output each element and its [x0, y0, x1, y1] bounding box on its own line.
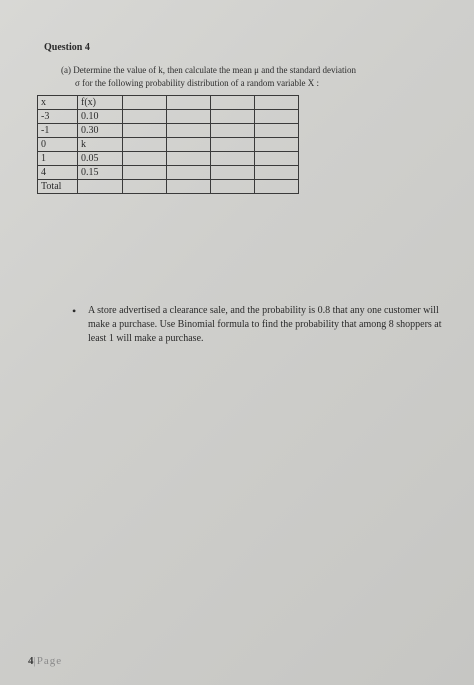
table-cell: [123, 96, 167, 110]
table-total-row: [38, 180, 299, 194]
table-cell: [255, 124, 299, 138]
probability-table: [37, 95, 299, 194]
binomial-question-text: A store advertised a clearance sale, and the probability is 0.8 that any one customer will make a purchase. Use Binomial formula to find the probability that among 8 shoppers at least 1 will make a purchase.: [88, 305, 442, 344]
total-label: Total: [38, 180, 78, 194]
part-a-line-1: (a) Determine the value of k, then calculate the mean μ and the standard deviation: [61, 65, 356, 75]
table-cell: [167, 138, 211, 152]
table-cell: [255, 96, 299, 110]
cell-x: 1: [38, 152, 78, 166]
table-cell: [167, 180, 211, 194]
part-a-prompt: [61, 64, 421, 90]
part-a-line-2: σ for the following probability distribution of a random variable X :: [75, 78, 320, 88]
table-row: [38, 166, 299, 180]
table-cell: [123, 180, 167, 194]
cell-x: 0: [38, 138, 78, 152]
table-cell: [211, 96, 255, 110]
cell-fx: 0.30: [78, 124, 123, 138]
cell-fx: k: [78, 138, 123, 152]
table-cell: [255, 180, 299, 194]
table-cell: [211, 138, 255, 152]
table-row: [38, 110, 299, 124]
table-cell: [123, 152, 167, 166]
question-title: Question 4: [44, 42, 90, 53]
cell-fx: 0.15: [78, 166, 123, 180]
table-cell: [255, 110, 299, 124]
table-cell: [167, 110, 211, 124]
table-cell: [255, 152, 299, 166]
table-cell: [167, 124, 211, 138]
table-cell: [123, 166, 167, 180]
table-row: [38, 138, 299, 152]
table-row: [38, 152, 299, 166]
table-header-row: [38, 96, 299, 110]
table-cell: [123, 138, 167, 152]
bullet-icon: •: [72, 304, 77, 318]
table-cell: [167, 152, 211, 166]
cell-x: -3: [38, 110, 78, 124]
table-cell: [255, 166, 299, 180]
header-fx: f(x): [78, 96, 123, 110]
binomial-question: [72, 304, 444, 346]
table-cell: [211, 124, 255, 138]
table-cell: [211, 166, 255, 180]
cell-x: -1: [38, 124, 78, 138]
page-number: 4: [28, 655, 34, 667]
table-cell: [78, 180, 123, 194]
table-cell: [211, 152, 255, 166]
header-x: x: [38, 96, 78, 110]
cell-fx: 0.05: [78, 152, 123, 166]
table-row: [38, 124, 299, 138]
cell-fx: 0.10: [78, 110, 123, 124]
table-cell: [123, 124, 167, 138]
table-cell: [211, 180, 255, 194]
page-label: Page: [36, 655, 63, 667]
table-cell: [167, 96, 211, 110]
cell-x: 4: [38, 166, 78, 180]
table-cell: [211, 110, 255, 124]
table-cell: [167, 166, 211, 180]
page-footer: [28, 655, 62, 667]
table-cell: [255, 138, 299, 152]
page-separator: |: [33, 655, 37, 667]
table-cell: [123, 110, 167, 124]
